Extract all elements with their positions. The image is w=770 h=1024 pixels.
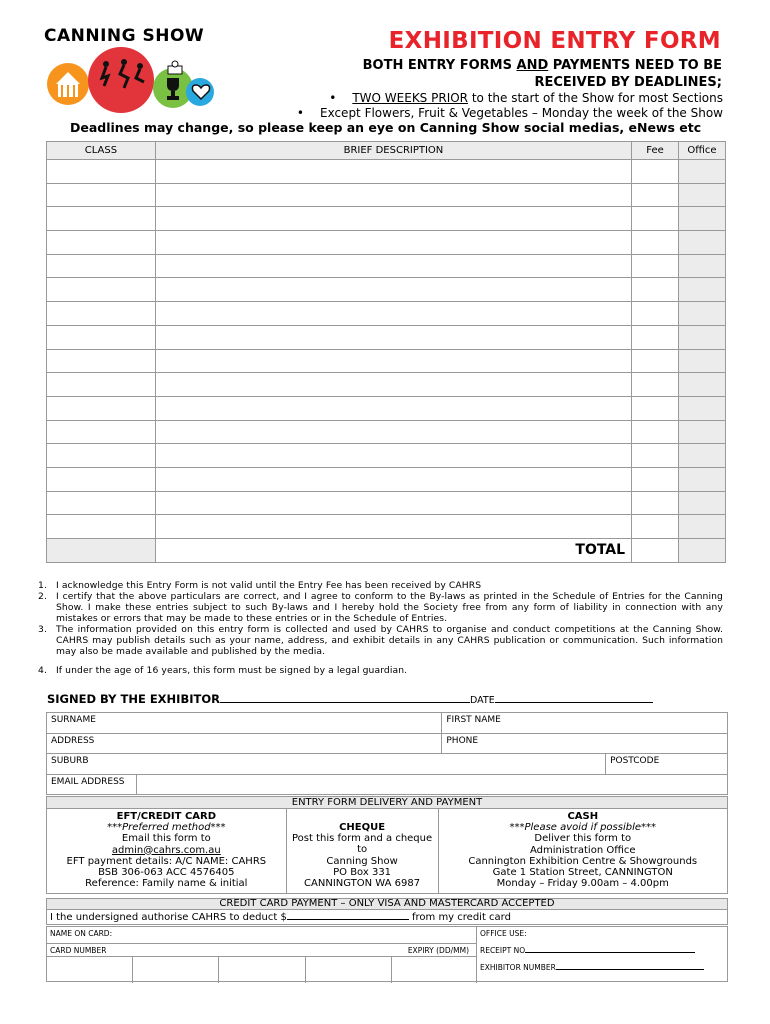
office-cell [679,183,726,207]
fee-cell[interactable] [632,467,679,491]
card-details [46,926,728,982]
tent-icon [54,70,82,100]
description-cell[interactable] [155,302,631,326]
payment-header: ENTRY FORM DELIVERY AND PAYMENT [47,797,728,809]
office-cell [679,396,726,420]
class-header: CLASS [47,142,156,160]
class-cell[interactable] [47,373,156,397]
cash-line: Deliver this form to [534,833,632,845]
eft-preferred: ***Preferred method*** [107,822,226,834]
total-row [47,539,726,563]
description-cell[interactable] [155,396,631,420]
deduct-amount-field[interactable] [287,911,409,920]
fee-cell[interactable] [632,420,679,444]
card-number-box[interactable] [47,957,133,983]
class-cell[interactable] [47,207,156,231]
office-cell [679,207,726,231]
entries-header-row [47,142,726,160]
note-item: 2. I certify that the above particulars are correct, and I agree to conform to the By-laws as printed in the Schedule of Entries for the Canning Show. I make these entries subject to such By-laws and I hereby hold the Society free from any form of liability in connection with any mistakes or errors that may be made to these entries or in the Schedule of Entries. [38,591,723,624]
entry-row [47,444,726,468]
cake-icon [166,60,184,76]
class-cell[interactable] [47,278,156,302]
fee-cell[interactable] [632,515,679,539]
deadline-heading-line1: BOTH ENTRY FORMS AND PAYMENTS NEED TO BE [362,58,722,73]
eft-title: EFT/CREDIT CARD [116,811,217,822]
description-cell[interactable] [155,278,631,302]
eft-line: EFT payment details: A/C NAME: CAHRS [66,855,267,867]
description-header: BRIEF DESCRIPTION [155,142,631,160]
description-cell[interactable] [155,349,631,373]
fee-cell[interactable] [632,278,679,302]
postcode-field[interactable]: POSTCODE [606,754,728,775]
cash-line: Monday – Friday 9.00am – 4.00pm [496,878,669,890]
fee-cell[interactable] [632,325,679,349]
entry-row [47,278,726,302]
class-cell[interactable] [47,349,156,373]
entry-row [47,302,726,326]
receipt-no-row: RECEIPT NO [480,946,724,963]
description-cell[interactable] [155,444,631,468]
entry-row [47,207,726,231]
eft-line: Reference: Family name & initial [85,878,248,890]
description-cell[interactable] [155,491,631,515]
entry-row [47,515,726,539]
office-cell [679,491,726,515]
description-cell[interactable] [155,207,631,231]
page-title: EXHIBITION ENTRY FORM [388,28,721,54]
receipt-no-field[interactable] [525,946,695,953]
fee-cell[interactable] [632,183,679,207]
eft-column [47,809,287,894]
deadline-note: Deadlines may change, so please keep an eye on Canning Show social medias, eNews etc [70,120,702,135]
card-number-box[interactable] [219,957,305,983]
office-cell [679,278,726,302]
email-field[interactable] [136,774,727,795]
eft-line: Email this form to [121,833,211,845]
office-cell [679,444,726,468]
eft-line: BSB 306-063 ACC 4576405 [98,867,235,879]
class-cell[interactable] [47,231,156,255]
note-item: 3. The information provided on this entry form is collected and used by CAHRS to organise and conduct competitions at the Canning Show. CAHRS may publish details such as your name, address, and exhibit details in any CAHRS publication or communication. Such information may also be made available and published by the media. [38,624,723,657]
description-cell[interactable] [155,420,631,444]
card-number-box[interactable] [133,957,219,983]
phone-field[interactable]: PHONE [442,733,728,754]
cheque-line: CANNINGTON WA 6987 [304,878,421,890]
trophy-icon [162,76,184,102]
office-cell [679,231,726,255]
fee-cell[interactable] [632,349,679,373]
entry-row [47,160,726,184]
office-cell [679,254,726,278]
entry-row [47,231,726,255]
payment-table [46,796,728,894]
class-cell[interactable] [47,420,156,444]
canning-show-logo [44,26,219,112]
card-fields [47,927,477,983]
entry-row [47,491,726,515]
office-cell [679,420,726,444]
fee-cell[interactable] [632,160,679,184]
suburb-field[interactable]: SUBURB [47,754,606,775]
entry-row [47,467,726,491]
description-cell[interactable] [155,515,631,539]
office-cell [679,349,726,373]
office-use-label: OFFICE USE: [480,929,527,938]
entry-row [47,373,726,397]
performers-icon [94,56,152,96]
credit-card-table [46,898,728,925]
class-cell[interactable] [47,444,156,468]
total-blank [47,539,156,563]
fee-cell[interactable] [632,254,679,278]
note-item: 4. If under the age of 16 years, this form must be signed by a legal guardian. [38,665,408,676]
fee-cell[interactable] [632,444,679,468]
heart-icon [191,83,211,101]
cheque-line: Canning Show [326,855,398,867]
office-cell [679,160,726,184]
description-cell[interactable] [155,373,631,397]
office-cell [679,515,726,539]
class-cell[interactable] [47,467,156,491]
entry-row [47,420,726,444]
class-cell[interactable] [47,302,156,326]
cheque-title: CHEQUE [339,822,386,833]
fee-cell[interactable] [632,396,679,420]
class-cell[interactable] [47,325,156,349]
description-cell[interactable] [155,325,631,349]
cash-avoid: ***Please avoid if possible*** [509,822,657,834]
office-cell [679,302,726,326]
class-cell[interactable] [47,396,156,420]
entries-table [46,141,726,563]
card-number-box[interactable] [306,957,392,983]
office-use-panel [477,927,727,983]
card-number-label: CARD NUMBER [50,946,107,955]
fee-cell[interactable] [632,491,679,515]
cash-title: CASH [567,811,599,822]
entry-row [47,396,726,420]
description-cell[interactable] [155,254,631,278]
surname-field[interactable]: SURNAME [47,713,442,734]
total-fee-cell[interactable] [632,539,679,563]
credit-card-header: CREDIT CARD PAYMENT – ONLY VISA AND MASTERCARD ACCEPTED [47,899,728,910]
fee-cell[interactable] [632,373,679,397]
terms-notes [38,580,723,676]
exhibitor-number-row: EXHIBITOR NUMBER [480,963,724,980]
description-cell[interactable] [155,160,631,184]
office-cell [679,467,726,491]
cheque-line: PO Box 331 [333,866,392,878]
fee-cell[interactable] [632,231,679,255]
note-item: 1. I acknowledge this Entry Form is not valid until the Entry Fee has been received by CAHRS [38,580,482,591]
date-field[interactable] [495,693,653,703]
cheque-line: to [357,844,368,856]
cheque-column [286,809,438,894]
deadline-bullet-1: • TWO WEEKS PRIOR to the start of the Show for most Sections [329,91,723,105]
signature-line [47,692,653,706]
card-number-boxes [47,956,477,983]
total-office-cell [679,539,726,563]
entry-row [47,183,726,207]
cash-line: Cannington Exhibition Centre & Showgrounds [468,855,698,867]
signature-field[interactable] [220,693,470,703]
cash-line: Administration Office [529,844,636,856]
email-label: EMAIL ADDRESS [47,774,137,795]
signature-label: SIGNED BY THE EXHIBITOR [47,692,220,706]
name-on-card-field[interactable]: NAME ON CARD: [47,927,477,944]
class-cell[interactable] [47,183,156,207]
entry-row [47,349,726,373]
logo-title: CANNING SHOW [44,26,205,46]
date-label: DATE [469,695,495,706]
deadline-heading-line2: RECEIVED BY DEADLINES; [534,75,722,90]
description-cell[interactable] [155,467,631,491]
exhibitor-number-field[interactable] [556,963,704,970]
address-field[interactable]: ADDRESS [47,733,442,754]
deadline-bullet-2: • Except Flowers, Fruit & Vegetables – Monday the week of the Show [296,106,723,120]
office-cell [679,325,726,349]
description-cell[interactable] [155,183,631,207]
office-header: Office [679,142,726,160]
cash-line: Gate 1 Station Street, CANNINGTON [492,867,673,879]
exhibitor-details-table [46,712,728,795]
fee-cell[interactable] [632,207,679,231]
fee-header: Fee [632,142,679,160]
class-cell[interactable] [47,515,156,539]
entry-row [47,254,726,278]
description-cell[interactable] [155,231,631,255]
fee-cell[interactable] [632,302,679,326]
expiry-label: EXPIRY (DD/MM) [407,946,469,955]
class-cell[interactable] [47,254,156,278]
cheque-line: Post this form and a cheque [292,833,433,845]
eft-email-link[interactable]: admin@cahrs.com.au [111,844,221,856]
cash-column [438,809,727,894]
office-cell [679,373,726,397]
class-cell[interactable] [47,491,156,515]
first-name-field[interactable]: FIRST NAME [442,713,728,734]
total-label: TOTAL [155,539,631,563]
credit-card-authorisation: I the undersigned authorise CAHRS to deduct $ from my credit card [47,910,728,925]
class-cell[interactable] [47,160,156,184]
entry-row [47,325,726,349]
expiry-box[interactable] [392,957,477,983]
